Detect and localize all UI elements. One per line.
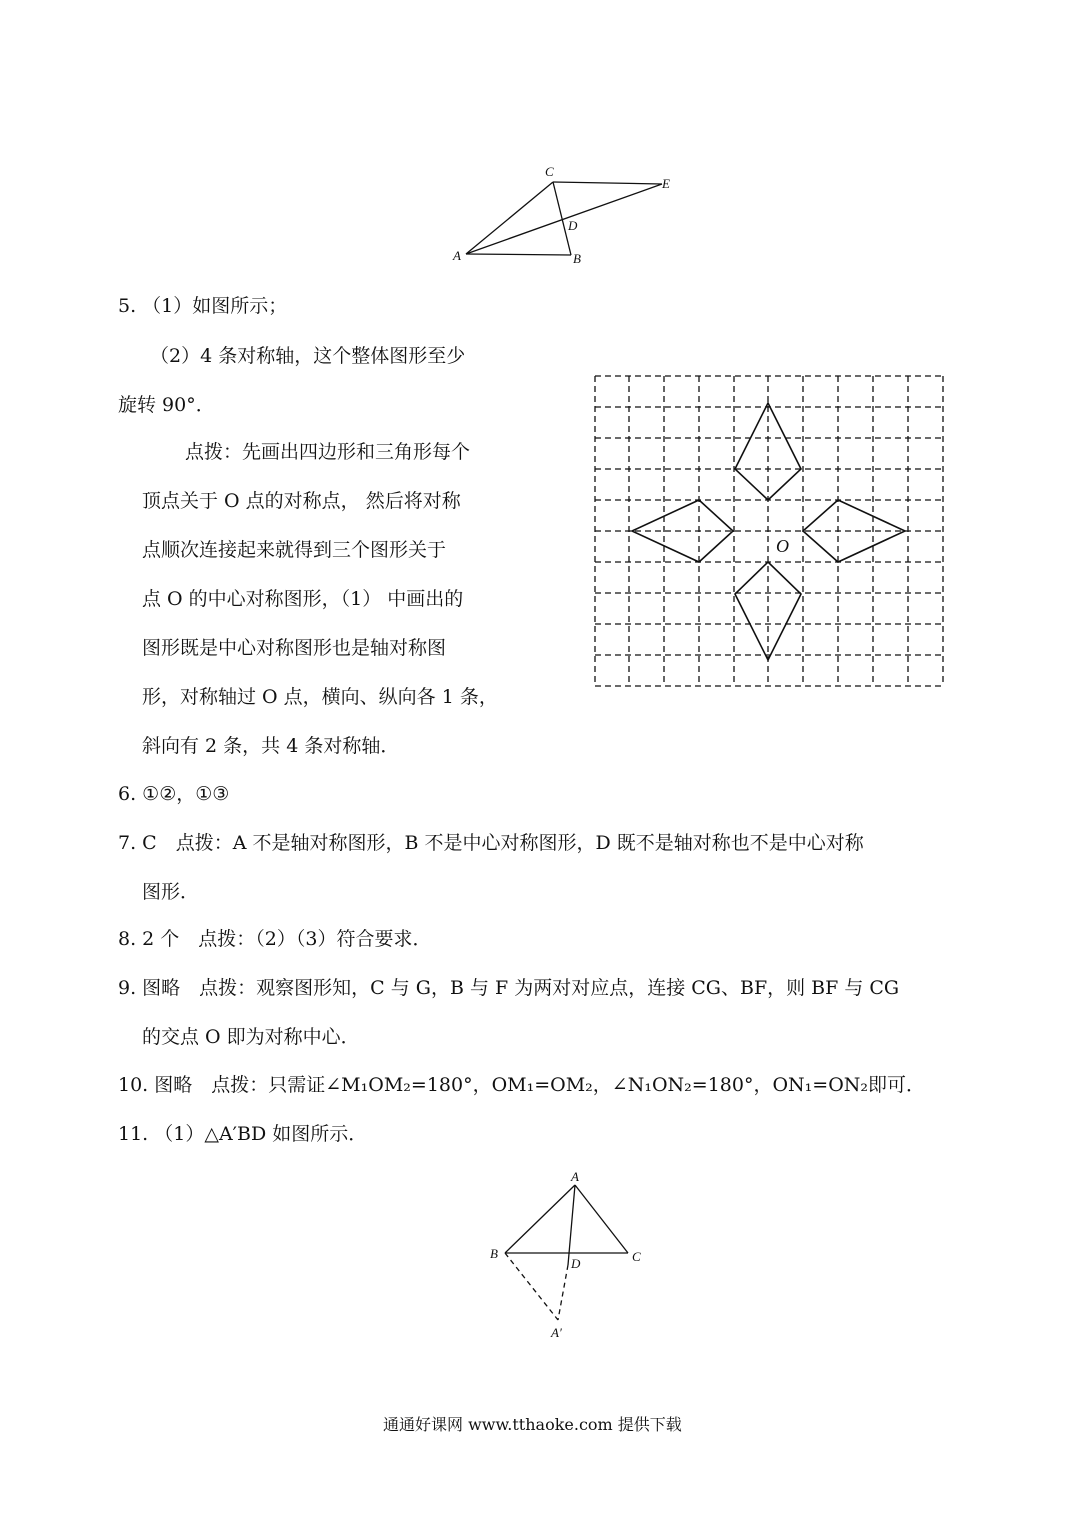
q8-answer: 8. 2 个 点拨：（2）（3）符合要求． xyxy=(118,928,432,950)
segment-ab xyxy=(466,254,571,255)
dashed-grid xyxy=(595,376,943,686)
q9-line1: 9. 图略 点拨：观察图形知，C 与 G，B 与 F 为两对对应点，连接 CG、BF，则 BF 与 CG xyxy=(118,977,900,999)
segment-ab xyxy=(505,1185,575,1253)
label-c: C xyxy=(632,1249,641,1264)
label-a: A xyxy=(453,248,461,263)
label-e: E xyxy=(662,176,670,191)
q10-answer: 10. 图略 点拨：只需证∠M₁OM₂=180°，OM₁=OM₂，∠N₁ON₂=180°，ON₁=ON₂即可． xyxy=(118,1074,926,1096)
q5-line3: 旋转 90°． xyxy=(118,394,215,416)
q7-line1: 7. C 点拨：A 不是轴对称图形，B 不是中心对称图形，D 既不是轴对称也不是中心对称 xyxy=(118,832,864,854)
q9-line2: 的交点 O 即为对称中心． xyxy=(142,1026,360,1048)
q5-hint-5: 图形既是中心对称图形也是轴对称图 xyxy=(142,637,447,659)
segment-ce xyxy=(553,182,662,184)
label-o: O xyxy=(776,536,789,556)
q5-line1: 5. （1）如图所示； xyxy=(118,295,288,317)
figure-triangle-ace xyxy=(440,160,690,275)
q7-line2: 图形． xyxy=(142,881,200,903)
label-a-prime: A′ xyxy=(551,1325,562,1340)
segment-d-aprime xyxy=(558,1265,568,1320)
label-c: C xyxy=(545,164,554,179)
q11-answer: 11. （1）△A′BD 如图所示． xyxy=(118,1123,368,1145)
segment-ae xyxy=(466,184,662,254)
figure-grid-symmetry xyxy=(590,370,950,695)
label-d: D xyxy=(568,218,578,233)
q5-hint-6: 形，对称轴过 O 点，横向、纵向各 1 条， xyxy=(142,686,498,708)
q5-line2: （2）4 条对称轴，这个整体图形至少 xyxy=(150,345,466,367)
q5-hint-3: 点顺次连接起来就得到三个图形关于 xyxy=(142,539,447,561)
segment-b-aprime xyxy=(505,1253,558,1320)
segment-ac xyxy=(466,182,553,254)
q5-hint-1: 点拨：先画出四边形和三角形每个 xyxy=(185,441,471,463)
figure-triangle-abc xyxy=(480,1165,660,1350)
q5-hint-4: 点 O 的中心对称图形，（1） 中画出的 xyxy=(142,588,464,610)
segment-ac xyxy=(575,1185,628,1253)
label-b: B xyxy=(573,251,581,266)
label-d: D xyxy=(571,1256,581,1271)
q5-hint-2: 顶点关于 O 点的对称点， 然后将对称 xyxy=(142,490,461,512)
label-b: B xyxy=(490,1246,498,1261)
q5-hint-7: 斜向有 2 条，共 4 条对称轴． xyxy=(142,735,400,757)
q6-answer: 6. ①②，①③ xyxy=(118,783,230,805)
label-a: A xyxy=(571,1169,579,1184)
footer-source: 通通好课网 www.tthaoke.com 提供下载 xyxy=(383,1415,682,1434)
